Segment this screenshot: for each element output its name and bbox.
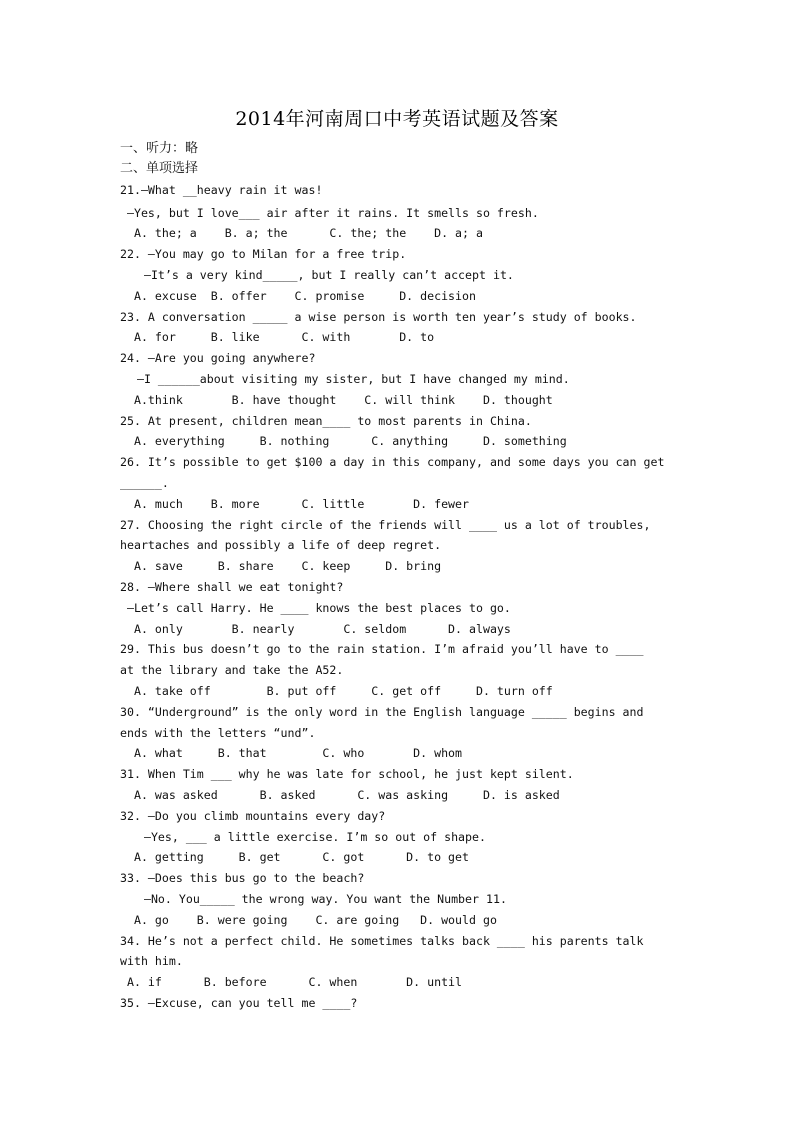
- question-27-options: A. save B. share C. keep D. bring: [120, 559, 442, 573]
- question-26-options: A. much B. more C. little D. fewer: [120, 497, 470, 511]
- question-22-stem: 22. —You may go to Milan for a free trip.: [120, 247, 407, 261]
- question-30-cont: ends with the letters “und”.: [120, 726, 316, 740]
- question-21-options: A. the; a B. a; the C. the; the D. a; a: [120, 226, 483, 240]
- question-28-options: A. only B. nearly C. seldom D. always: [120, 622, 511, 636]
- question-30-stem: 30. “Underground” is the only word in the English language _____ begins and: [120, 705, 644, 719]
- question-24-stem: 24. —Are you going anywhere?: [120, 351, 316, 365]
- question-23-stem: 23. A conversation _____ a wise person is worth ten year’s study of books.: [120, 310, 637, 324]
- section-listening: 一、听力：略: [120, 141, 199, 156]
- question-22-options: A. excuse B. offer C. promise D. decision: [120, 289, 476, 303]
- question-25-options: A. everything B. nothing C. anything D. something: [120, 434, 567, 448]
- question-33-reply: —No. You_____ the wrong way. You want the Number 11.: [130, 892, 507, 906]
- question-25-stem: 25. At present, children mean____ to most parents in China.: [120, 414, 532, 428]
- question-29-cont: at the library and take the A52.: [120, 663, 344, 677]
- question-31-options: A. was asked B. asked C. was asking D. is asked: [120, 788, 560, 802]
- question-26-stem: 26. It’s possible to get $100 a day in this company, and some days you can get: [120, 455, 665, 469]
- question-27-stem: 27. Choosing the right circle of the friends will ____ us a lot of troubles,: [120, 518, 651, 532]
- question-35-stem: 35. —Excuse, can you tell me ____?: [120, 996, 358, 1010]
- question-21-stem: 21.—What __heavy rain it was!: [120, 183, 323, 197]
- section-single-choice: 二、单项选择: [120, 161, 199, 176]
- question-26-blank: ______.: [120, 476, 169, 490]
- question-34-options: A. if B. before C. when D. until: [120, 975, 463, 989]
- question-28-stem: 28. —Where shall we eat tonight?: [120, 580, 344, 594]
- question-33-options: A. go B. were going C. are going D. would go: [120, 913, 497, 927]
- question-29-stem: 29. This bus doesn’t go to the rain station. I’m afraid you’ll have to ____: [120, 642, 644, 656]
- question-21-reply: —Yes, but I love___ air after it rains. It smells so fresh.: [120, 206, 539, 220]
- question-23-options: A. for B. like C. with D. to: [120, 330, 435, 344]
- question-31-stem: 31. When Tim ___ why he was late for school, he just kept silent.: [120, 767, 574, 781]
- question-34-cont: with him.: [120, 954, 183, 968]
- question-33-stem: 33. —Does this bus go to the beach?: [120, 871, 365, 885]
- question-24-reply: —I ______about visiting my sister, but I have changed my mind.: [130, 372, 570, 386]
- question-32-options: A. getting B. get C. got D. to get: [120, 850, 470, 864]
- question-32-reply: —Yes, ___ a little exercise. I’m so out of shape.: [130, 830, 486, 844]
- question-30-options: A. what B. that C. who D. whom: [120, 746, 463, 760]
- question-24-options: A.think B. have thought C. will think D. thought: [120, 393, 553, 407]
- question-28-reply: —Let’s call Harry. He ____ knows the best places to go.: [120, 601, 511, 615]
- document-title: 2014年河南周口中考英语试题及答案: [235, 108, 559, 130]
- question-27-cont: heartaches and possibly a life of deep regret.: [120, 538, 442, 552]
- question-34-stem: 34. He’s not a perfect child. He sometimes talks back ____ his parents talk: [120, 934, 644, 948]
- question-29-options: A. take off B. put off C. get off D. turn off: [120, 684, 553, 698]
- question-22-reply: —It’s a very kind_____, but I really can’t accept it.: [130, 268, 514, 282]
- question-32-stem: 32. —Do you climb mountains every day?: [120, 809, 386, 823]
